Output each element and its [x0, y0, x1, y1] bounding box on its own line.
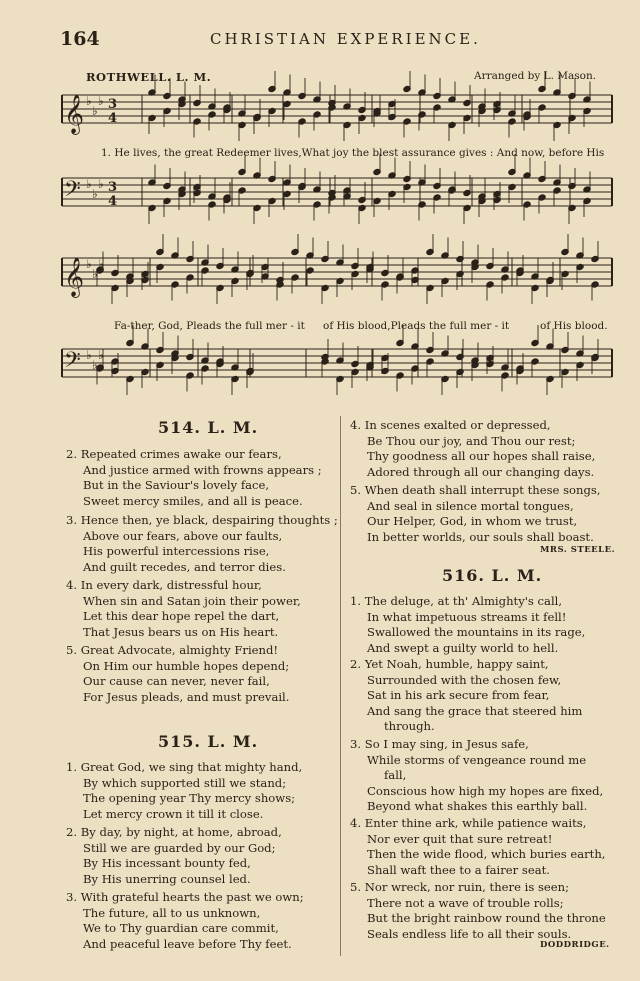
hymn-516-stanza-1: 1. The deluge, at th' Almighty's call, In what impetuous streams it fell! Swallowed the mountains in its rage, And swept a guilty world to hell.: [350, 594, 586, 655]
tune-arranger: Arranged by L. Mason.: [474, 70, 597, 82]
svg-text:3: 3: [108, 180, 118, 195]
tune-lyrics-line2-b: of His blood,Pleads the full mer - it: [323, 320, 510, 332]
tune-lyrics-line2-c: of His blood.: [540, 320, 608, 332]
hymn-514-stanza-5: 5. Great Advocate, almighty Friend! On Him our humble hopes depend; Our cause can never, never fail, For Jesus pleads, and must prevail.: [66, 643, 290, 704]
svg-text:♭: ♭: [92, 358, 98, 372]
svg-text:♭: ♭: [86, 177, 92, 191]
hymn-516-stanza-5: 5. Nor wreck, nor ruin, there is seen; There not a wave of trouble rolls; But the bright rainbow round the throne Seals endless life to all their souls.: [350, 880, 606, 941]
hymn-514-stanza-4-cont: 4. In scenes exalted or depressed, Be Thou our joy, and Thou our rest; Thy goodness all our hopes shall raise, Adored through all our changing days.: [350, 418, 596, 479]
hymn-515-stanza-3: 3. With grateful hearts the past we own; The future, all to us unknown, We to Thy guardian care commit, And peaceful leave before Thy feet.: [66, 890, 304, 951]
page-number: 164: [60, 28, 100, 50]
hymn-514-stanza-3: 3. Hence then, ye black, despairing thoughts ; Above our fears, above our faults, His powerful intercessions rise, And guilt recedes, and terror dies.: [66, 513, 338, 574]
svg-text:♭: ♭: [92, 104, 98, 118]
hymn-514-stanza-2: 2. Repeated crimes awake our fears, And justice armed with frowns appears ; But in the Saviour's lovely face, Sweet mercy smiles, and all is peace.: [66, 447, 322, 508]
hymn-515-heading: 515. L. M.: [158, 732, 259, 751]
column-divider: [340, 416, 341, 956]
tune-lyrics-line1: 1. He lives, the great Redeemer lives,What joy the blest assurance gives : And now, before His: [101, 147, 605, 159]
svg-text:𝄞: 𝄞: [64, 257, 85, 297]
hymn-516-author: DODDRIDGE.: [540, 940, 610, 950]
svg-text:♭: ♭: [98, 94, 104, 108]
hymn-516-stanza-2: 2. Yet Noah, humble, happy saint, Surrounded with the chosen few, Sat in his ark secure from fear, And sang the grace that steered him through.: [350, 657, 583, 734]
hymn-514-stanza-4: 4. In every dark, distressful hour, When sin and Satan join their power, Let this dear hope repel the dart, That Jesus bears us on His heart.: [66, 578, 301, 639]
running-title: CHRISTIAN EXPERIENCE.: [210, 30, 481, 48]
svg-text:♭: ♭: [86, 348, 92, 362]
svg-text:4: 4: [108, 111, 118, 126]
svg-text:♭: ♭: [98, 348, 104, 362]
hymn-516-heading: 516. L. M.: [442, 566, 543, 585]
svg-text:𝄞: 𝄞: [64, 94, 85, 134]
svg-text:𝄢: 𝄢: [64, 177, 81, 207]
hymn-516-stanza-4: 4. Enter thine ark, while patience waits, Nor ever quit that sure retreat! Then the wide flood, which buries earth, Shall waft thee to a fairer seat.: [350, 816, 606, 877]
hymn-515-stanza-1: 1. Great God, we sing that mighty hand, By which supported still we stand; The opening year Thy mercy shows; Let mercy crown it till it close.: [66, 760, 303, 821]
tune-lyrics-line2-a: Fa-ther, God, Pleads the full mer - it: [114, 320, 305, 332]
music-score: [0, 0, 640, 410]
svg-text:♭: ♭: [98, 177, 104, 191]
svg-text:4: 4: [108, 194, 118, 209]
svg-text:♭: ♭: [92, 187, 98, 201]
svg-text:3: 3: [108, 97, 118, 112]
svg-text:♭: ♭: [92, 267, 98, 281]
hymn-516-stanza-3: 3. So I may sing, in Jesus safe, While storms of vengeance round me fall, Conscious how high my hopes are fixed, Beyond what shakes this earthly ball.: [350, 737, 604, 814]
svg-text:♭: ♭: [86, 94, 92, 108]
svg-text:♭: ♭: [98, 257, 104, 271]
hymn-514-author: MRS. STEELE.: [540, 545, 616, 555]
tune-name: ROTHWELL. L. M.: [86, 70, 212, 84]
hymn-514-heading: 514. L. M.: [158, 418, 259, 437]
hymn-514-stanza-5-cont: 5. When death shall interrupt these songs, And seal in silence mortal tongues, Our Helper, God, in whom we trust, In better worlds, our souls shall boast.: [350, 483, 601, 544]
svg-text:♭: ♭: [86, 257, 92, 271]
svg-text:𝄢: 𝄢: [64, 348, 81, 378]
hymn-515-stanza-2: 2. By day, by night, at home, abroad, Still we are guarded by our God; By His incessant bounty fed, By His unerring counsel led.: [66, 825, 282, 886]
